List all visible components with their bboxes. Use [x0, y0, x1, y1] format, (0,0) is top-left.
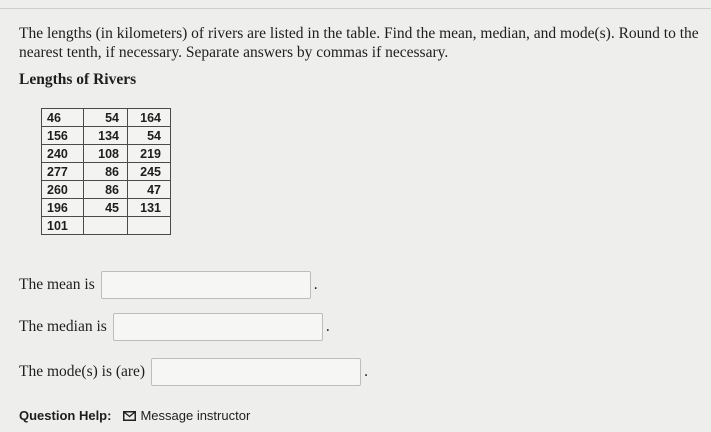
table-cell — [84, 217, 128, 235]
message-instructor-link[interactable] — [123, 408, 250, 423]
median-period: . — [325, 318, 330, 335]
table-cell: 45 — [84, 199, 128, 217]
median-label: The median is — [19, 318, 107, 335]
question-help-label: Question Help: — [19, 408, 112, 423]
table-cell: 131 — [128, 199, 171, 217]
mail-icon — [123, 411, 136, 421]
table-row — [42, 109, 171, 127]
table-cell: 277 — [42, 163, 84, 181]
table-cell: 101 — [42, 217, 84, 235]
table-cell: 54 — [128, 127, 171, 145]
table-cell: 245 — [128, 163, 171, 181]
table-cell — [128, 217, 171, 235]
table-cell: 164 — [128, 109, 171, 127]
table-cell: 219 — [128, 145, 171, 163]
message-instructor-label: Message instructor — [140, 408, 251, 423]
table-row — [42, 217, 171, 235]
mean-label: The mean is — [19, 276, 95, 293]
table-row — [42, 181, 171, 199]
question-text: The lengths (in kilometers) of rivers are listed in the table. Find the mean, median, and mode(s). Round to the nearest tenth, if necessary. Separate answers by commas if necessary. — [19, 25, 699, 61]
mean-period: . — [313, 276, 318, 293]
table-row — [42, 199, 171, 217]
table-cell: 134 — [84, 127, 128, 145]
mean-input[interactable] — [101, 271, 311, 299]
river-lengths-table — [41, 108, 171, 235]
mode-input[interactable] — [151, 358, 361, 386]
table-cell: 196 — [42, 199, 84, 217]
question-help — [19, 408, 250, 423]
table-cell: 46 — [42, 109, 84, 127]
table-cell: 54 — [84, 109, 128, 127]
table-cell: 260 — [42, 181, 84, 199]
median-row — [19, 313, 330, 341]
table-cell: 47 — [128, 181, 171, 199]
table-row — [42, 127, 171, 145]
table-row — [42, 163, 171, 181]
table-cell: 240 — [42, 145, 84, 163]
top-divider — [0, 8, 711, 9]
mode-period: . — [364, 363, 368, 380]
mode-row — [19, 358, 368, 386]
table-cell: 156 — [42, 127, 84, 145]
table-cell: 86 — [84, 181, 128, 199]
median-input[interactable] — [113, 313, 323, 341]
table-row — [42, 145, 171, 163]
table-cell: 108 — [84, 145, 128, 163]
table-cell: 86 — [84, 163, 128, 181]
mean-row — [19, 271, 318, 299]
mode-label: The mode(s) is (are) — [19, 363, 146, 380]
table-title: Lengths of Rivers — [19, 71, 137, 88]
